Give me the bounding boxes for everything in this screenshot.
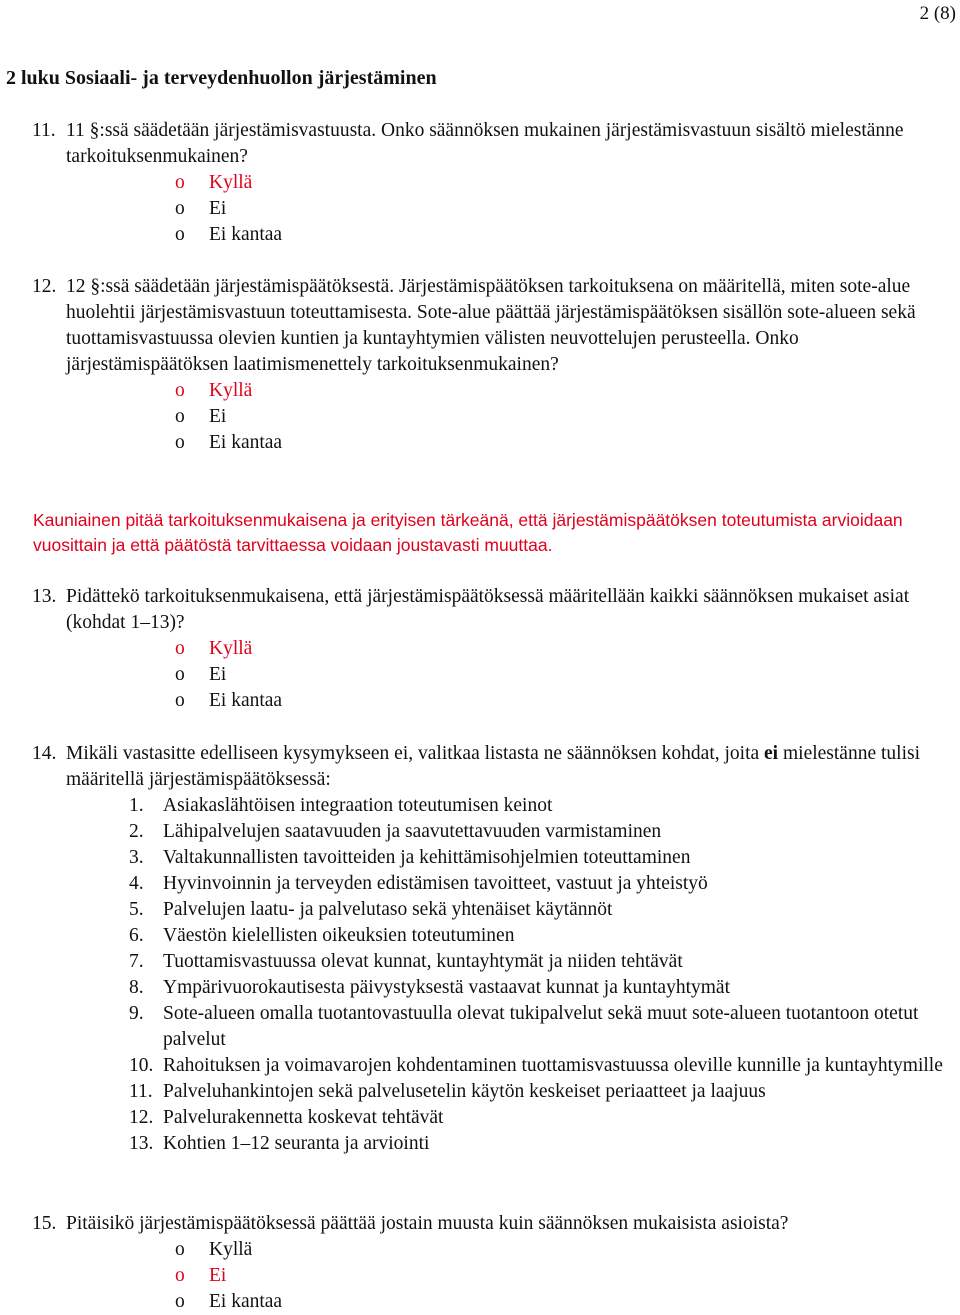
question-15 <box>0 1211 945 1315</box>
answer-options <box>0 170 945 248</box>
provision-text: Palveluhankintojen sekä palvelusetelin käytön keskeiset periaatteet ja laajuus <box>163 1081 766 1102</box>
question-number: 11. <box>32 120 56 141</box>
provision-number: 4. <box>129 873 144 894</box>
emphasis-ei: ei <box>764 743 779 764</box>
answer-options <box>0 636 945 714</box>
question-number: 13. <box>32 586 57 607</box>
provision-item[interactable] <box>0 1131 945 1157</box>
question-text: Pidättekö tarkoituksenmukaisena, että järjestämispäätöksessä määritellään kaikki säännöksen mukaiset asiat (kohdat 1–13)? <box>66 586 910 633</box>
question-number: 15. <box>32 1213 57 1234</box>
provision-text: Tuottamisvastuussa olevat kunnat, kuntayhtymät ja niiden tehtävät <box>163 951 683 972</box>
option-no-opinion[interactable]: o Ei kantaa <box>175 690 283 711</box>
provision-text: Ympärivuorokautisesta päivystyksestä vastaavat kunnat ja kuntayhtymät <box>163 977 730 998</box>
provision-item[interactable] <box>0 871 945 897</box>
provision-item[interactable] <box>0 845 945 871</box>
provision-number: 1. <box>129 795 144 816</box>
option-yes-selected[interactable]: o Kyllä <box>175 380 253 401</box>
option-no-selected[interactable]: o Ei <box>175 1265 227 1286</box>
question-12 <box>0 274 945 456</box>
question-number: 12. <box>32 276 57 297</box>
provision-number: 11. <box>129 1081 153 1102</box>
question-text: 11 §:ssä säädetään järjestämisvastuusta. Onko säännöksen mukainen järjestämisvastuun sisältö mielestänne tarkoituksenmukainen? <box>66 120 904 167</box>
provision-text: Lähipalvelujen saatavuuden ja saavutettavuuden varmistaminen <box>163 821 662 842</box>
question-11 <box>0 118 945 248</box>
provision-number: 9. <box>129 1003 144 1024</box>
provision-number: 2. <box>129 821 144 842</box>
provision-item[interactable] <box>0 793 945 819</box>
chapter-title: 2 luku Sosiaali- ja terveydenhuollon järjestäminen <box>6 67 437 89</box>
answer-comment: Kauniainen pitää tarkoituksenmukaisena ja erityisen tärkeänä, että järjestämispäätöksen toteutumista arvioidaan vuosittain ja että päätöstä tarvittaessa voidaan joustavasti muuttaa. <box>33 510 903 555</box>
option-yes-selected[interactable]: o Kyllä <box>175 638 253 659</box>
provision-text: Valtakunnallisten tavoitteiden ja kehittämisohjelmien toteuttaminen <box>163 847 691 868</box>
provision-text: Kohtien 1–12 seuranta ja arviointi <box>163 1133 430 1154</box>
provision-item[interactable] <box>0 1053 945 1079</box>
provision-number: 6. <box>129 925 144 946</box>
provision-number: 5. <box>129 899 144 920</box>
page-number: 2 (8) <box>919 3 956 24</box>
provision-item[interactable] <box>0 923 945 949</box>
provision-text: Rahoituksen ja voimavarojen kohdentaminen tuottamisvastuussa oleville kunnille ja kuntayhtymille <box>163 1055 943 1076</box>
answer-options <box>0 1237 945 1315</box>
provision-text: Palvelurakennetta koskevat tehtävät <box>163 1107 444 1128</box>
option-yes-selected[interactable]: o Kyllä <box>175 172 253 193</box>
provision-number: 3. <box>129 847 144 868</box>
option-yes[interactable]: o Kyllä <box>175 1239 253 1260</box>
provision-item[interactable] <box>0 819 945 845</box>
option-no[interactable]: o Ei <box>175 406 227 427</box>
question-13 <box>0 584 945 714</box>
provision-item[interactable] <box>0 1079 945 1105</box>
question-text: 12 §:ssä säädetään järjestämispäätöksestä. Järjestämispäätöksen tarkoituksena on määritellä, miten sote-alue huolehtii järjestämisvastuun toteuttamisesta. Sote-alue päättää järjestämispäätöksen sisällön sote-alueen sekä tuottamisvastuussa olevien kuntien ja kuntayhtymien välisten neuvottelujen perusteella. Onko järjestämispäätöksen laatimismenettely tarkoituksenmukainen? <box>66 276 916 375</box>
question-number: 14. <box>32 743 57 764</box>
answer-options <box>0 378 945 456</box>
provision-item[interactable] <box>0 949 945 975</box>
provision-text: Asiakaslähtöisen integraation toteutumisen keinot <box>163 795 553 816</box>
option-no-opinion[interactable]: o Ei kantaa <box>175 1291 283 1312</box>
provision-item[interactable] <box>0 975 945 1001</box>
provision-number: 12. <box>129 1107 154 1128</box>
provision-text: Palvelujen laatu- ja palvelutaso sekä yhtenäiset käytännöt <box>163 899 613 920</box>
question-text: Pitäisikö järjestämispäätöksessä päättää jostain muusta kuin säännöksen mukaisista asioista? <box>66 1213 789 1234</box>
provision-item[interactable] <box>0 1105 945 1131</box>
provision-item[interactable] <box>0 897 945 923</box>
provision-text: Väestön kielellisten oikeuksien toteutuminen <box>163 925 515 946</box>
provision-number: 13. <box>129 1133 154 1154</box>
option-no-opinion[interactable]: o Ei kantaa <box>175 432 283 453</box>
provision-number: 7. <box>129 951 144 972</box>
provision-number: 10. <box>129 1055 154 1076</box>
provision-number: 8. <box>129 977 144 998</box>
provision-text: Hyvinvoinnin ja terveyden edistämisen tavoitteet, vastuut ja yhteistyö <box>163 873 708 894</box>
option-no[interactable]: o Ei <box>175 664 227 685</box>
question-14 <box>0 741 945 1157</box>
provision-item[interactable] <box>0 1001 945 1053</box>
option-no[interactable]: o Ei <box>175 198 227 219</box>
provision-text: Sote-alueen omalla tuotantovastuulla olevat tukipalvelut sekä muut sote-alueen tuotantoon otetut palvelut <box>163 1003 919 1050</box>
provision-list <box>0 793 945 1157</box>
question-text: Mikäli vastasitte edelliseen kysymykseen ei, valitkaa listasta ne säännöksen kohdat, joita ei mielestänne tulisi määritellä järjestämispäätöksessä: <box>66 743 920 790</box>
option-no-opinion[interactable]: o Ei kantaa <box>175 224 283 245</box>
